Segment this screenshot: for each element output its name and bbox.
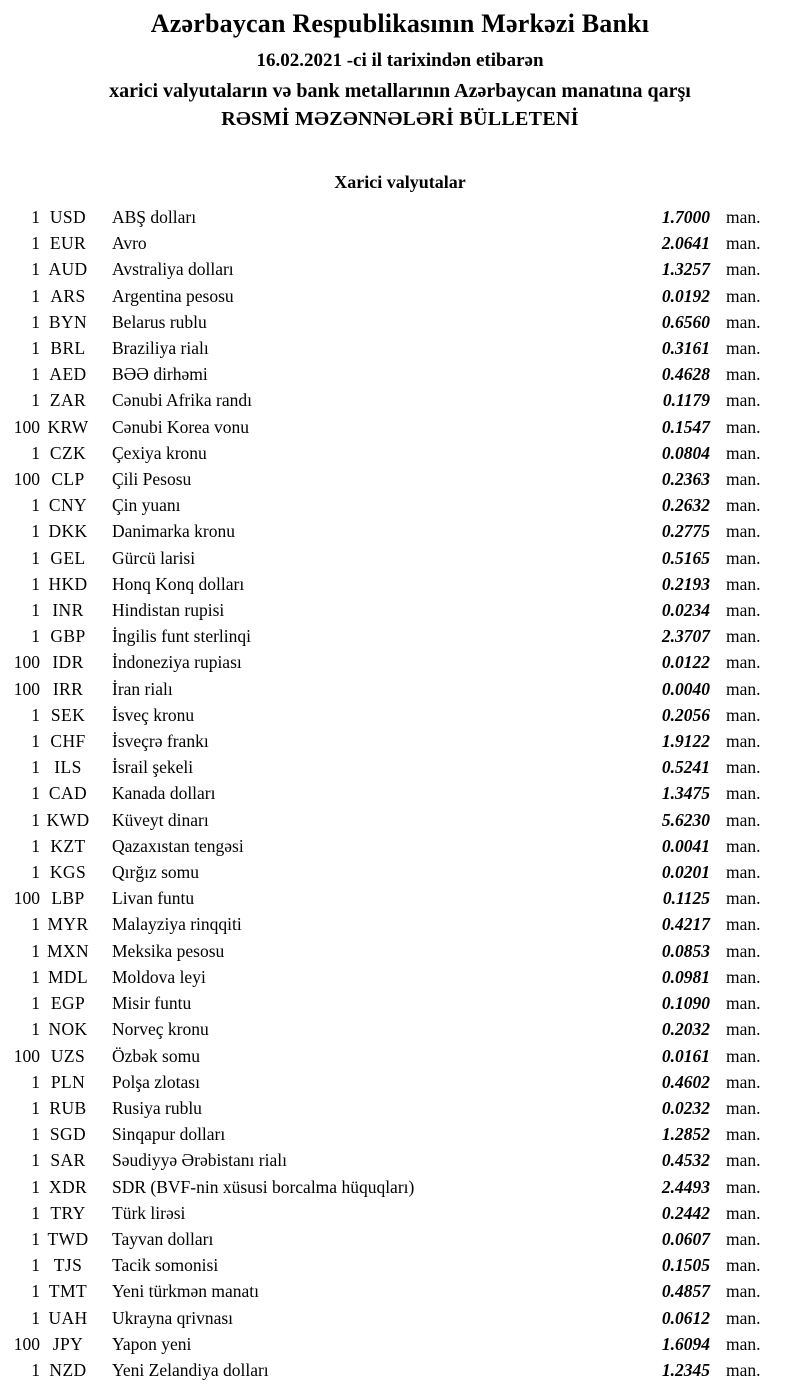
rate-row [0, 361, 772, 387]
currency-code-cell: SGD [49, 1124, 87, 1145]
rate-row [0, 440, 772, 466]
currency-name-cell: Norveç kronu [112, 1019, 209, 1040]
currency-name-cell: Avro [112, 233, 147, 254]
currency-code-cell: NOK [48, 1019, 88, 1040]
quantity-cell: 1 [31, 1228, 40, 1249]
rate-row [0, 256, 772, 282]
currency-name-cell: Cənubi Afrika randı [112, 390, 252, 411]
rate-value-cell: 1.3475 [661, 783, 710, 804]
rate-value-cell: 0.2193 [661, 573, 710, 594]
currency-code-cell: NZD [49, 1359, 87, 1380]
currency-code-cell: CLP [51, 469, 85, 490]
rate-row [0, 1357, 772, 1383]
quantity-cell: 1 [31, 1150, 40, 1171]
unit-label-cell: man. [726, 1019, 761, 1040]
currency-name-cell: Sinqapur dolları [112, 1124, 226, 1145]
currency-name-cell: Hindistan rupisi [112, 600, 225, 621]
rate-row [0, 885, 772, 911]
currency-name-cell: Gürcü larisi [112, 547, 196, 568]
quantity-cell: 1 [31, 940, 40, 961]
quantity-cell: 1 [31, 338, 40, 359]
quantity-cell: 1 [31, 1071, 40, 1092]
currency-code-cell: GBP [50, 626, 86, 647]
bulletin-header [0, 0, 800, 131]
currency-code-cell: MXN [46, 940, 90, 961]
currency-code-cell: PLN [50, 1071, 86, 1092]
unit-label-cell: man. [726, 259, 761, 280]
quantity-cell: 1 [31, 442, 40, 463]
rate-value-cell: 0.2632 [661, 495, 710, 516]
unit-label-cell: man. [726, 809, 761, 830]
currency-name-cell: İsrail şekeli [112, 757, 194, 778]
unit-label-cell: man. [726, 1202, 761, 1223]
currency-code-cell: EUR [49, 233, 87, 254]
currency-name-cell: İngilis funt sterlinqi [112, 626, 252, 647]
rate-row [0, 754, 772, 780]
subject-line: xarici valyutaların və bank metallarının Azərbaycan manatına qarşı [109, 80, 691, 102]
currency-code-cell: XDR [48, 1176, 88, 1197]
unit-label-cell: man. [726, 652, 761, 673]
rate-row [0, 571, 772, 597]
currency-code-cell: LBP [51, 888, 85, 909]
currency-name-cell: Tayvan dolları [112, 1228, 214, 1249]
currency-name-cell: SDR (BVF-nin xüsusi borcalma hüquqları) [112, 1176, 415, 1197]
rate-row [0, 1200, 772, 1226]
currency-name-cell: Belarus rublu [112, 311, 207, 332]
currency-name-cell: Çin yuanı [112, 495, 181, 516]
currency-code-cell: ARS [50, 285, 86, 306]
currency-name-cell: Yeni Zelandiya dolları [112, 1359, 269, 1380]
rate-row [0, 230, 772, 256]
unit-label-cell: man. [726, 1255, 761, 1276]
rate-row [0, 1147, 772, 1173]
currency-name-cell: Qazaxıstan tengəsi [112, 835, 244, 856]
unit-label-cell: man. [726, 1071, 761, 1092]
currency-name-cell: Avstraliya dolları [112, 259, 234, 280]
quantity-cell: 1 [31, 1255, 40, 1276]
rate-value-cell: 0.0607 [661, 1228, 710, 1249]
currency-name-cell: İran rialı [112, 678, 173, 699]
currency-name-cell: Moldova leyi [112, 966, 206, 987]
unit-label-cell: man. [726, 416, 761, 437]
currency-name-cell: Səudiyyə Ərəbistanı rialı [112, 1150, 287, 1171]
quantity-cell: 1 [31, 966, 40, 987]
currency-name-cell: Danimarka kronu [112, 521, 235, 542]
currency-code-cell: KGS [49, 862, 87, 883]
quantity-cell: 1 [31, 626, 40, 647]
quantity-cell: 1 [31, 1307, 40, 1328]
currency-code-cell: TJS [53, 1255, 83, 1276]
rate-value-cell: 0.0234 [661, 600, 710, 621]
unit-label-cell: man. [726, 390, 761, 411]
currency-code-cell: TMT [48, 1281, 88, 1302]
currency-code-cell: KRW [47, 416, 89, 437]
rate-row [0, 1043, 772, 1069]
rate-row [0, 204, 772, 230]
quantity-cell: 100 [13, 1333, 40, 1354]
quantity-cell: 1 [31, 573, 40, 594]
rate-row [0, 938, 772, 964]
currency-name-cell: İsveç kronu [112, 704, 195, 725]
unit-label-cell: man. [726, 600, 761, 621]
currency-name-cell: Türk lirəsi [112, 1202, 186, 1223]
unit-label-cell: man. [726, 862, 761, 883]
quantity-cell: 100 [13, 678, 40, 699]
currency-name-cell: İndoneziya rupiası [112, 652, 242, 673]
rate-value-cell: 0.0981 [661, 966, 710, 987]
rate-row [0, 990, 772, 1016]
rate-row [0, 807, 772, 833]
quantity-cell: 1 [31, 1176, 40, 1197]
rate-row [0, 964, 772, 990]
currency-name-cell: Braziliya rialı [112, 338, 209, 359]
rate-value-cell: 0.0853 [661, 940, 710, 961]
rate-row [0, 309, 772, 335]
rate-value-cell: 0.1090 [661, 993, 710, 1014]
rate-value-cell: 0.4217 [661, 914, 710, 935]
quantity-cell: 1 [31, 233, 40, 254]
rate-value-cell: 1.6094 [661, 1333, 710, 1354]
currency-code-cell: IDR [52, 652, 84, 673]
currency-name-cell: Küveyt dinarı [112, 809, 209, 830]
rate-row [0, 859, 772, 885]
currency-name-cell: Rusiya rublu [112, 1097, 202, 1118]
rate-row [0, 466, 772, 492]
rate-value-cell: 0.2056 [661, 704, 710, 725]
unit-label-cell: man. [726, 966, 761, 987]
currency-code-cell: ILS [54, 757, 82, 778]
quantity-cell: 1 [31, 1202, 40, 1223]
unit-label-cell: man. [726, 521, 761, 542]
unit-label-cell: man. [726, 914, 761, 935]
rate-row [0, 597, 772, 623]
section-title-foreign-currencies: Xarici valyutalar [334, 172, 466, 192]
rate-row [0, 283, 772, 309]
rate-value-cell: 0.5241 [661, 757, 710, 778]
currency-name-cell: Yapon yeni [112, 1333, 192, 1354]
rate-value-cell: 5.6230 [661, 809, 710, 830]
rate-value-cell: 1.7000 [661, 207, 710, 227]
rate-row [0, 702, 772, 728]
rate-row [0, 1252, 772, 1278]
rate-row [0, 649, 772, 675]
currency-name-cell: Ukrayna qrivnası [112, 1307, 234, 1328]
rate-row [0, 335, 772, 361]
rate-value-cell: 0.6560 [661, 311, 710, 332]
rate-value-cell: 0.0232 [661, 1097, 710, 1118]
currency-code-cell: EGP [50, 993, 86, 1014]
currency-code-cell: RUB [49, 1097, 87, 1118]
rate-value-cell: 0.1179 [662, 390, 710, 411]
rate-value-cell: 0.4602 [661, 1071, 710, 1092]
unit-label-cell: man. [726, 993, 761, 1014]
unit-label-cell: man. [726, 1124, 761, 1145]
unit-label-cell: man. [726, 495, 761, 516]
quantity-cell: 1 [31, 1281, 40, 1302]
currency-name-cell: Qırğız somu [112, 862, 200, 883]
rate-row [0, 623, 772, 649]
unit-label-cell: man. [726, 338, 761, 359]
rate-value-cell: 0.1125 [662, 888, 710, 909]
unit-label-cell: man. [726, 1150, 761, 1171]
rate-value-cell: 0.5165 [661, 547, 710, 568]
currency-name-cell: Kanada dolları [112, 783, 216, 804]
rate-row [0, 518, 772, 544]
currency-code-cell: KWD [46, 809, 90, 830]
unit-label-cell: man. [726, 704, 761, 725]
currency-code-cell: SAR [50, 1150, 86, 1171]
rate-row [0, 1069, 772, 1095]
rate-value-cell: 0.2442 [661, 1202, 710, 1223]
rate-value-cell: 0.0040 [661, 678, 710, 699]
unit-label-cell: man. [726, 442, 761, 463]
quantity-cell: 1 [31, 993, 40, 1014]
quantity-cell: 1 [31, 757, 40, 778]
currency-code-cell: IRR [52, 678, 84, 699]
quantity-cell: 100 [13, 888, 40, 909]
quantity-cell: 1 [31, 521, 40, 542]
currency-name-cell: Malayziya rinqqiti [112, 914, 242, 935]
rate-row [0, 833, 772, 859]
currency-code-cell: HKD [48, 573, 88, 594]
currency-code-cell: BRL [50, 338, 86, 359]
currency-name-cell: Meksika pesosu [112, 940, 225, 961]
rate-value-cell: 0.0161 [661, 1045, 710, 1066]
rate-value-cell: 0.0192 [661, 285, 710, 306]
rate-value-cell: 0.1505 [661, 1255, 710, 1276]
rate-row [0, 1331, 772, 1357]
currency-name-cell: Tacik somonisi [112, 1255, 219, 1276]
quantity-cell: 1 [31, 311, 40, 332]
currency-name-cell: Çexiya kronu [112, 442, 207, 463]
quantity-cell: 1 [31, 1019, 40, 1040]
currency-name-cell: Livan funtu [112, 888, 195, 909]
quantity-cell: 1 [31, 783, 40, 804]
quantity-cell: 1 [31, 835, 40, 856]
exchange-rates-table [0, 204, 800, 1383]
currency-name-cell: BƏƏ dirhəmi [112, 364, 208, 385]
quantity-cell: 1 [31, 285, 40, 306]
quantity-cell: 1 [31, 390, 40, 411]
unit-label-cell: man. [726, 311, 761, 332]
rate-value-cell: 0.4628 [661, 364, 710, 385]
rate-row [0, 1016, 772, 1042]
rate-value-cell: 0.1547 [661, 416, 710, 437]
currency-code-cell: AUD [48, 259, 88, 280]
currency-code-cell: ZAR [49, 390, 87, 411]
quantity-cell: 1 [31, 1097, 40, 1118]
unit-label-cell: man. [726, 1228, 761, 1249]
rate-value-cell: 1.2852 [661, 1124, 710, 1145]
currency-code-cell: TWD [47, 1228, 89, 1249]
quantity-cell: 1 [31, 809, 40, 830]
rate-value-cell: 0.3161 [661, 338, 710, 359]
quantity-cell: 100 [13, 652, 40, 673]
rate-row [0, 492, 772, 518]
unit-label-cell: man. [726, 1176, 761, 1197]
quantity-cell: 1 [31, 1124, 40, 1145]
unit-label-cell: man. [726, 940, 761, 961]
currency-name-cell: Özbək somu [112, 1045, 200, 1066]
currency-code-cell: CNY [48, 495, 88, 516]
currency-name-cell: Honq Konq dolları [112, 573, 245, 594]
quantity-cell: 1 [31, 704, 40, 725]
rate-row [0, 728, 772, 754]
rate-value-cell: 0.4532 [661, 1150, 710, 1171]
rate-value-cell: 0.2363 [661, 469, 710, 490]
currency-code-cell: JPY [52, 1333, 84, 1354]
currency-code-cell: CHF [50, 731, 86, 752]
bank-title: Azərbaycan Respublikasının Mərkəzi Bankı [150, 9, 650, 38]
currency-code-cell: SEK [50, 704, 86, 725]
quantity-cell: 100 [13, 416, 40, 437]
rate-value-cell: 0.0122 [661, 652, 710, 673]
unit-label-cell: man. [726, 207, 761, 227]
unit-label-cell: man. [726, 364, 761, 385]
unit-label-cell: man. [726, 757, 761, 778]
currency-code-cell: USD [49, 207, 87, 227]
rate-value-cell: 0.0612 [661, 1307, 710, 1328]
unit-label-cell: man. [726, 1359, 761, 1380]
currency-name-cell: Yeni türkmən manatı [112, 1281, 259, 1302]
rate-value-cell: 0.2032 [661, 1019, 710, 1040]
currency-code-cell: GEL [50, 547, 86, 568]
rate-row [0, 1095, 772, 1121]
quantity-cell: 1 [31, 495, 40, 516]
effective-date-line: 16.02.2021 -ci il tarixindən etibarən [256, 50, 544, 71]
rate-row [0, 676, 772, 702]
rate-row [0, 1278, 772, 1304]
unit-label-cell: man. [726, 469, 761, 490]
currency-name-cell: ABŞ dolları [112, 207, 197, 227]
quantity-cell: 1 [31, 862, 40, 883]
currency-code-cell: UAH [48, 1307, 88, 1328]
quantity-cell: 1 [31, 731, 40, 752]
unit-label-cell: man. [726, 233, 761, 254]
rate-value-cell: 0.2775 [661, 521, 710, 542]
rate-value-cell: 2.3707 [661, 626, 710, 647]
currency-name-cell: İsveçrə frankı [112, 731, 209, 752]
quantity-cell: 1 [31, 364, 40, 385]
rate-value-cell: 0.4857 [661, 1281, 710, 1302]
rate-row [0, 911, 772, 937]
unit-label-cell: man. [726, 1097, 761, 1118]
rate-value-cell: 1.9122 [661, 731, 710, 752]
quantity-cell: 1 [31, 207, 40, 227]
unit-label-cell: man. [726, 626, 761, 647]
quantity-cell: 100 [13, 469, 40, 490]
currency-code-cell: MDL [47, 966, 89, 987]
bulletin-title: RƏSMİ MƏZƏNNƏLƏRİ BÜLLETENİ [221, 108, 579, 130]
currency-code-cell: AED [49, 364, 87, 385]
unit-label-cell: man. [726, 783, 761, 804]
unit-label-cell: man. [726, 1045, 761, 1066]
quantity-cell: 1 [31, 1359, 40, 1380]
currency-code-cell: CZK [49, 442, 87, 463]
quantity-cell: 1 [31, 259, 40, 280]
currency-code-cell: KZT [50, 835, 86, 856]
unit-label-cell: man. [726, 285, 761, 306]
rate-row [0, 1174, 772, 1200]
unit-label-cell: man. [726, 573, 761, 594]
rate-value-cell: 0.0201 [661, 862, 710, 883]
currency-name-cell: Çili Pesosu [112, 469, 192, 490]
currency-name-cell: Cənubi Korea vonu [112, 416, 250, 437]
currency-code-cell: INR [52, 600, 84, 621]
rate-value-cell: 0.0804 [661, 442, 710, 463]
rate-value-cell: 2.0641 [661, 233, 710, 254]
rate-row [0, 780, 772, 806]
unit-label-cell: man. [726, 547, 761, 568]
quantity-cell: 1 [31, 547, 40, 568]
unit-label-cell: man. [726, 1281, 761, 1302]
rate-row [0, 1226, 772, 1252]
currency-code-cell: TRY [50, 1202, 86, 1223]
rate-row [0, 414, 772, 440]
currency-code-cell: MYR [47, 914, 89, 935]
currency-code-cell: BYN [48, 311, 88, 332]
quantity-cell: 1 [31, 600, 40, 621]
rate-row [0, 545, 772, 571]
unit-label-cell: man. [726, 1333, 761, 1354]
quantity-cell: 100 [13, 1045, 40, 1066]
currency-name-cell: Polşa zlotası [112, 1071, 200, 1092]
unit-label-cell: man. [726, 835, 761, 856]
currency-code-cell: UZS [50, 1045, 86, 1066]
rate-value-cell: 1.2345 [661, 1359, 710, 1380]
unit-label-cell: man. [726, 888, 761, 909]
rate-value-cell: 0.0041 [661, 835, 710, 856]
unit-label-cell: man. [726, 1307, 761, 1328]
rate-row [0, 1121, 772, 1147]
quantity-cell: 1 [31, 914, 40, 935]
rate-row [0, 387, 772, 413]
unit-label-cell: man. [726, 678, 761, 699]
currency-name-cell: Argentina pesosu [112, 285, 234, 306]
unit-label-cell: man. [726, 731, 761, 752]
rate-row [0, 1305, 772, 1331]
rate-value-cell: 2.4493 [661, 1176, 710, 1197]
currency-name-cell: Misir funtu [112, 993, 192, 1014]
rate-value-cell: 1.3257 [661, 259, 710, 280]
currency-code-cell: CAD [48, 783, 88, 804]
currency-code-cell: DKK [48, 521, 88, 542]
